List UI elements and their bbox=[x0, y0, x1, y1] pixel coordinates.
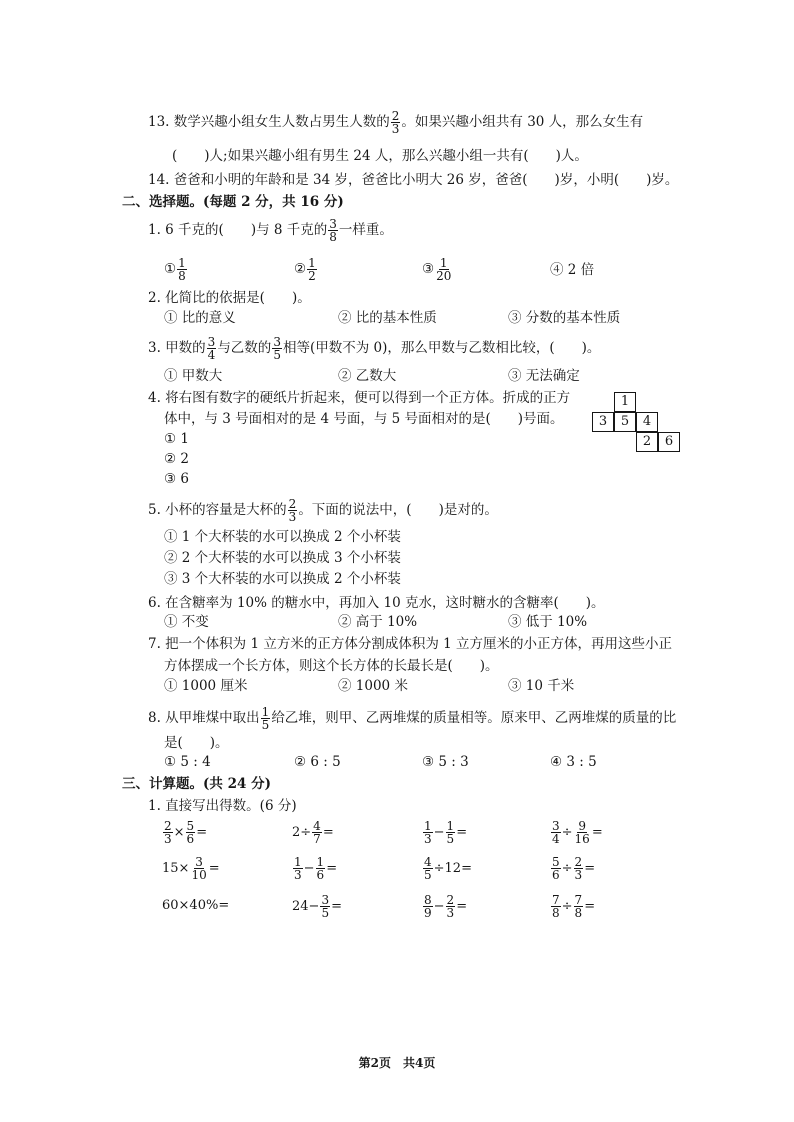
s2-q5-option-1: ① 1 个大杯装的水可以换成 2 个小杯装 bbox=[164, 529, 401, 545]
s2-q6-option-1: ① 不变 bbox=[164, 614, 209, 630]
s2-q5-option-2: ② 2 个大杯装的水可以换成 3 个小杯装 bbox=[164, 550, 401, 566]
calc-expression: $\frac{3}{4}$ ÷ $\frac{9}{16}$ = bbox=[552, 819, 603, 846]
calc-expression: $\frac{7}{8}$ ÷ $\frac{7}{8}$ = bbox=[552, 893, 596, 920]
s2-q8-option-4: ④ 3 : 5 bbox=[550, 754, 597, 770]
s2-q1-option-4: ④ 2 倍 bbox=[550, 262, 595, 278]
s3-question-1: 1. 直接写出得数。(6 分) bbox=[148, 798, 297, 814]
net-cell-3: 3 bbox=[592, 412, 614, 432]
section-3-title: 三、计算题。(共 24 分) bbox=[122, 776, 271, 792]
s2-q4-option-2: ② 2 bbox=[164, 451, 189, 467]
s2-q2-option-1: ① 比的意义 bbox=[164, 310, 236, 326]
fraction: $\frac{3}{8}$ bbox=[329, 217, 337, 244]
s2-q7-option-2: ② 1000 米 bbox=[338, 678, 408, 694]
s2-question-8-line2: 是( )。 bbox=[164, 735, 229, 751]
s2-q2-option-2: ② 比的基本性质 bbox=[338, 310, 437, 326]
s2-question-2: 2. 化简比的依据是( )。 bbox=[148, 290, 311, 306]
s2-q1-option-2: ② $\frac{1}{2}$ bbox=[294, 256, 316, 283]
s2-question-7-line2: 方体摆成一个长方体，则这个长方体的长最长是( )。 bbox=[164, 658, 499, 674]
calc-expression: 60×40%= bbox=[162, 898, 230, 913]
s2-q7-option-1: ① 1000 厘米 bbox=[164, 678, 248, 694]
s2-q3-option-1: ① 甲数大 bbox=[164, 368, 223, 384]
calc-expression: $\frac{8}{9}$ − $\frac{2}{3}$ = bbox=[424, 893, 468, 920]
s2-q1-option-3: ③ $\frac{1}{20}$ bbox=[422, 256, 452, 283]
s2-q8-option-2: ② 6 : 5 bbox=[294, 754, 341, 770]
calc-expression: $\frac{1}{3}$ − $\frac{1}{6}$ = bbox=[294, 855, 338, 882]
question-14: 14. 爸爸和小明的年龄和是 34 岁，爸爸比小明大 26 岁，爸爸( )岁，小明( )岁。 bbox=[148, 172, 679, 188]
s2-q2-option-3: ③ 分数的基本性质 bbox=[508, 310, 621, 326]
calc-expression: $\frac{2}{3}$ × $\frac{5}{6}$ = bbox=[164, 819, 208, 846]
net-cell-1: 1 bbox=[614, 392, 636, 412]
s2-question-4-line2: 体中，与 3 号面相对的是 4 号面，与 5 号面相对的是( )号面。 bbox=[164, 411, 564, 427]
s2-q4-option-3: ③ 6 bbox=[164, 471, 189, 487]
question-13: 13. 数学兴趣小组女生人数占男生人数的 $\frac{2}{3}$ 。如果兴趣小组共有 30 人，那么女生有 bbox=[148, 109, 644, 136]
question-13-line2: ( )人;如果兴趣小组有男生 24 人，那么兴趣小组一共有( )人。 bbox=[172, 148, 588, 164]
calc-expression: $\frac{1}{3}$ − $\frac{1}{5}$ = bbox=[424, 819, 468, 846]
net-cell-4: 4 bbox=[636, 412, 658, 432]
calc-expression: 2÷ $\frac{4}{7}$ = bbox=[292, 819, 334, 846]
net-cell-2: 2 bbox=[636, 432, 658, 452]
s2-question-7-line1: 7. 把一个体积为 1 立方米的正方体分割成体积为 1 立方厘米的小正方体，再用这些小正 bbox=[148, 636, 673, 652]
s2-q6-option-3: ③ 低于 10% bbox=[508, 614, 588, 630]
calc-expression: 15× $\frac{3}{10}$ = bbox=[162, 855, 220, 882]
net-cell-6: 6 bbox=[658, 432, 680, 452]
s2-question-3: 3. 甲数的 $\frac{3}{4}$ 与乙数的 $\frac{3}{5}$ 相等(甲数不为 0)，那么甲数与乙数相比较，( )。 bbox=[148, 335, 601, 362]
calc-expression: $\frac{5}{6}$ ÷ $\frac{2}{3}$ = bbox=[552, 855, 596, 882]
s2-q6-option-2: ② 高于 10% bbox=[338, 614, 418, 630]
s2-q5-option-3: ③ 3 个大杯装的水可以换成 2 个小杯装 bbox=[164, 571, 401, 587]
section-2-title: 二、选择题。(每题 2 分，共 16 分) bbox=[122, 194, 344, 210]
s2-q8-option-3: ③ 5 : 3 bbox=[422, 754, 469, 770]
fraction: $\frac{2}{3}$ bbox=[391, 109, 400, 136]
s2-q3-option-2: ② 乙数大 bbox=[338, 368, 397, 384]
s2-question-5: 5. 小杯的容量是大杯的 $\frac{2}{3}$ 。下面的说法中，( )是对的。 bbox=[148, 497, 498, 524]
s2-q7-option-3: ③ 10 千米 bbox=[508, 678, 575, 694]
s2-question-6: 6. 在含糖率为 10% 的糖水中，再加入 10 克水，这时糖水的含糖率( )。 bbox=[148, 595, 605, 611]
page-footer: 第2页 共4页 bbox=[358, 1056, 436, 1070]
s2-question-8: 8. 从甲堆煤中取出 $\frac{1}{5}$ 给乙堆，则甲、乙两堆煤的质量相等。原来甲、乙两堆煤的质量的比 bbox=[148, 705, 677, 732]
s2-q4-option-1: ① 1 bbox=[164, 431, 189, 447]
net-cell-5: 5 bbox=[614, 412, 636, 432]
s2-q3-option-3: ③ 无法确定 bbox=[508, 368, 580, 384]
calc-expression: 24− $\frac{3}{5}$ = bbox=[292, 893, 342, 920]
s2-q8-option-1: ① 5 : 4 bbox=[164, 754, 211, 770]
s2-question-4-line1: 4. 将右图有数字的硬纸片折起来，便可以得到一个正方体。折成的正方 bbox=[148, 390, 571, 406]
s2-q1-option-1: ① $\frac{1}{8}$ bbox=[164, 256, 186, 283]
calc-expression: $\frac{4}{5}$ ÷12= bbox=[424, 855, 472, 882]
s2-question-1: 1. 6 千克的( )与 8 千克的 $\frac{3}{8}$ 一样重。 bbox=[148, 217, 393, 244]
